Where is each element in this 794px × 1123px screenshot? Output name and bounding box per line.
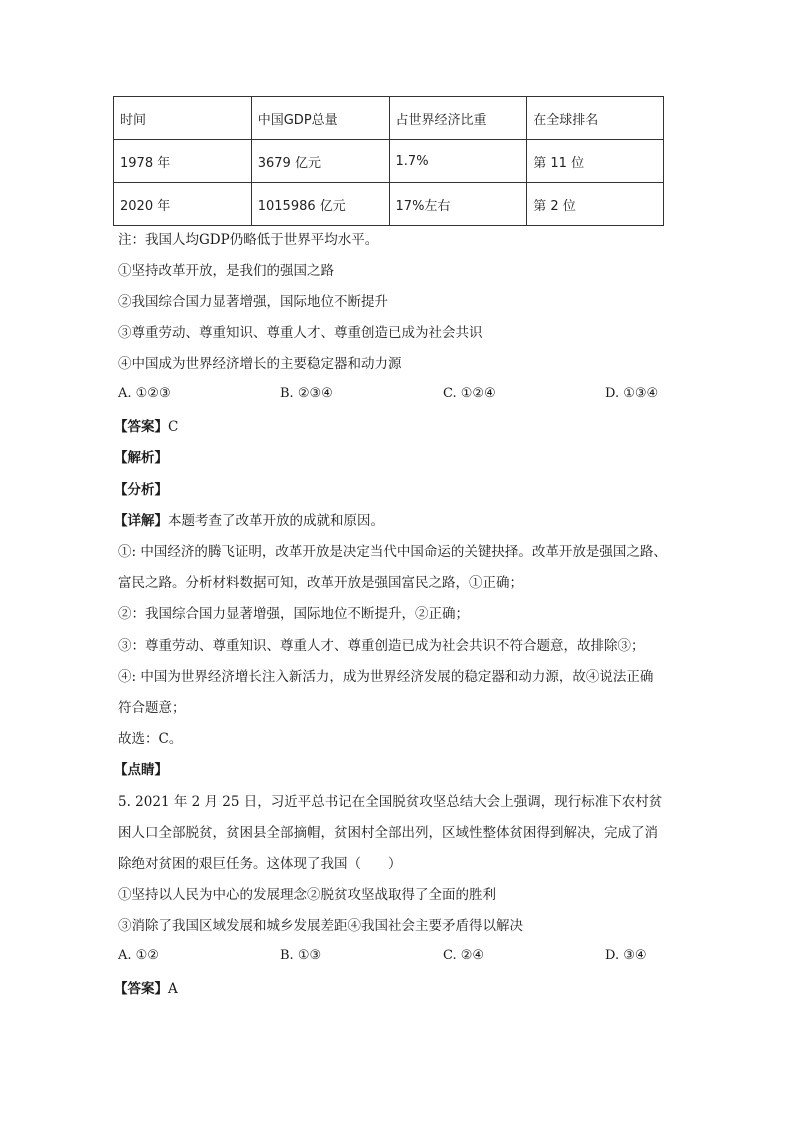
table-cell: 第 2 位 [527, 183, 664, 226]
table-cell: 3679 亿元 [251, 140, 389, 183]
table-cell: 1.7% [389, 140, 527, 183]
option-d: D. ①③④ [605, 386, 659, 401]
answer-value: A [168, 981, 178, 997]
explanation-line: 符合题意； [118, 700, 186, 716]
detail-label: 【详解】 [114, 513, 168, 529]
option-a: A. ①②③ [118, 386, 171, 401]
gdp-table [113, 96, 664, 226]
explanation-line: ④: 中国为世界经济增长注入新活力，成为世界经济发展的稳定器和动力源，故④说法正确 [118, 669, 654, 685]
table-cell: 17%左右 [389, 183, 527, 226]
table-row [114, 140, 664, 183]
explanation-line: ②：我国综合国力显著增强，国际地位不断提升，②正确； [118, 606, 469, 622]
explanation-line: 故选：C。 [118, 731, 183, 747]
explanation-line: ①: 中国经济的腾飞证明，改革开放是决定当代中国命运的关键抉择。改革开放是强国之路、 [118, 544, 667, 560]
answer-options [118, 948, 678, 968]
option-a: A. ①② [118, 948, 159, 963]
question-stem: 5. 2021 年 2 月 25 日，习近平总书记在全国脱贫攻坚总结大会上强调，现行标准下农村贫 [118, 794, 663, 810]
dianjing-label: 【点睛】 [114, 762, 168, 778]
option-c: C. ①②④ [443, 386, 496, 401]
statement: ③消除了我国区域发展和城乡发展差距④我国社会主要矛盾得以解决 [118, 918, 523, 934]
question-stem: 除绝对贫困的艰巨任务。这体现了我国（ ） [118, 856, 402, 872]
answer-line [114, 979, 178, 999]
answer-line [114, 417, 178, 437]
table-header-row [114, 97, 664, 140]
detail-line [114, 511, 384, 531]
statement: ④中国成为世界经济增长的主要稳定器和动力源 [118, 356, 402, 372]
answer-value: C [168, 419, 179, 435]
statement: ②我国综合国力显著增强，国际地位不断提升 [118, 294, 388, 310]
table-header-cell: 中国GDP总量 [251, 97, 389, 140]
option-c: C. ②④ [443, 948, 485, 963]
option-b: B. ①③ [280, 948, 322, 963]
question-stem: 困人口全部脱贫，贫困县全部摘帽，贫困村全部出列，区域性整体贫困得到解决，完成了消 [118, 825, 658, 841]
table-header-cell: 占世界经济比重 [389, 97, 527, 140]
option-b: B. ②③④ [280, 386, 333, 401]
explanation-line: 富民之路。分析材料数据可知，改革开放是强国富民之路，①正确； [118, 575, 523, 591]
statement: ①坚持改革开放，是我们的强国之路 [118, 263, 334, 279]
option-d: D. ③④ [605, 948, 647, 963]
fenxi-label: 【分析】 [114, 482, 168, 498]
table-cell: 第 11 位 [527, 140, 664, 183]
statement: ③尊重劳动、尊重知识、尊重人才、尊重创造已成为社会共识 [118, 325, 483, 341]
answer-label: 【答案】 [114, 419, 168, 435]
table-header-cell: 时间 [114, 97, 252, 140]
detail-text: 本题考查了改革开放的成就和原因。 [168, 513, 384, 529]
table-cell: 1015986 亿元 [251, 183, 389, 226]
explanation-line: ③：尊重劳动、尊重知识、尊重人才、尊重创造已成为社会共识不符合题意，故排除③； [118, 638, 645, 654]
answer-label: 【答案】 [114, 981, 168, 997]
table-cell: 1978 年 [114, 140, 252, 183]
statement: ①坚持以人民为中心的发展理念②脱贫攻坚战取得了全面的胜利 [118, 887, 496, 903]
table-header-cell: 在全球排名 [527, 97, 664, 140]
table-cell: 2020 年 [114, 183, 252, 226]
table-note: 注：我国人均GDP仍略低于世界平均水平。 [118, 232, 379, 248]
answer-options [118, 386, 678, 406]
table-row [114, 183, 664, 226]
analysis-label: 【解析】 [114, 450, 168, 466]
